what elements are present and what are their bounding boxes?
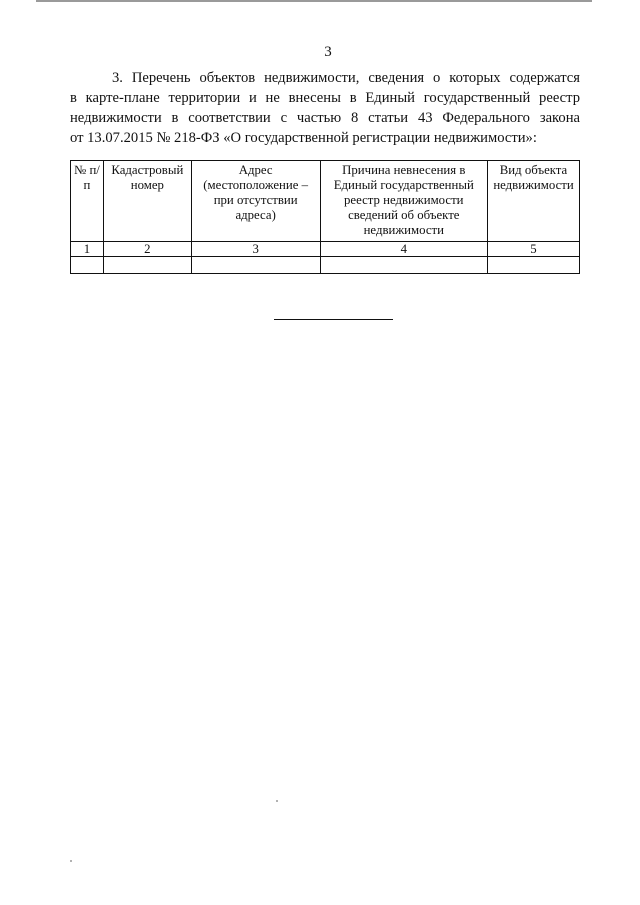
column-number: 1 [71,242,104,257]
table-row [71,257,580,274]
column-number-row [71,242,580,257]
paragraph-line: в карте-плане территории и не внесены в Единый государственный реестр [70,90,580,106]
column-number: 3 [191,242,320,257]
table-cell [71,257,104,274]
table-cell [103,257,191,274]
paragraph-line: от 13.07.2015 № 218-ФЗ «О государственной регистрации недвижимости»: [70,130,537,146]
paragraph-line: 3. Перечень объектов недвижимости, сведения о которых содержатся [112,70,580,86]
section-3-paragraph [70,68,580,148]
table-cell [488,257,580,274]
table-header-row [71,161,580,242]
scan-speck [276,800,278,802]
table-cell [320,257,487,274]
column-number: 5 [488,242,580,257]
header-address: Адрес (местоположение – при отсутствии адреса) [191,161,320,242]
header-object-type: Вид объекта недвижимости [488,161,580,242]
header-row-number: № п/п [71,161,104,242]
paragraph-line: недвижимости в соответствии с частью 8 статьи 43 Федерального закона [70,110,580,126]
real-estate-objects-table [70,160,580,274]
page-number: 3 [324,44,332,60]
header-reason-not-entered: Причина невнесения в Единый государственный реестр недвижимости сведений об объекте недвижимости [320,161,487,242]
table-cell [191,257,320,274]
header-cadastral-number: Кадастровый номер [103,161,191,242]
scan-top-edge [36,0,592,2]
scan-speck [70,860,72,862]
column-number: 4 [320,242,487,257]
end-of-document-rule [274,319,393,320]
column-number: 2 [103,242,191,257]
